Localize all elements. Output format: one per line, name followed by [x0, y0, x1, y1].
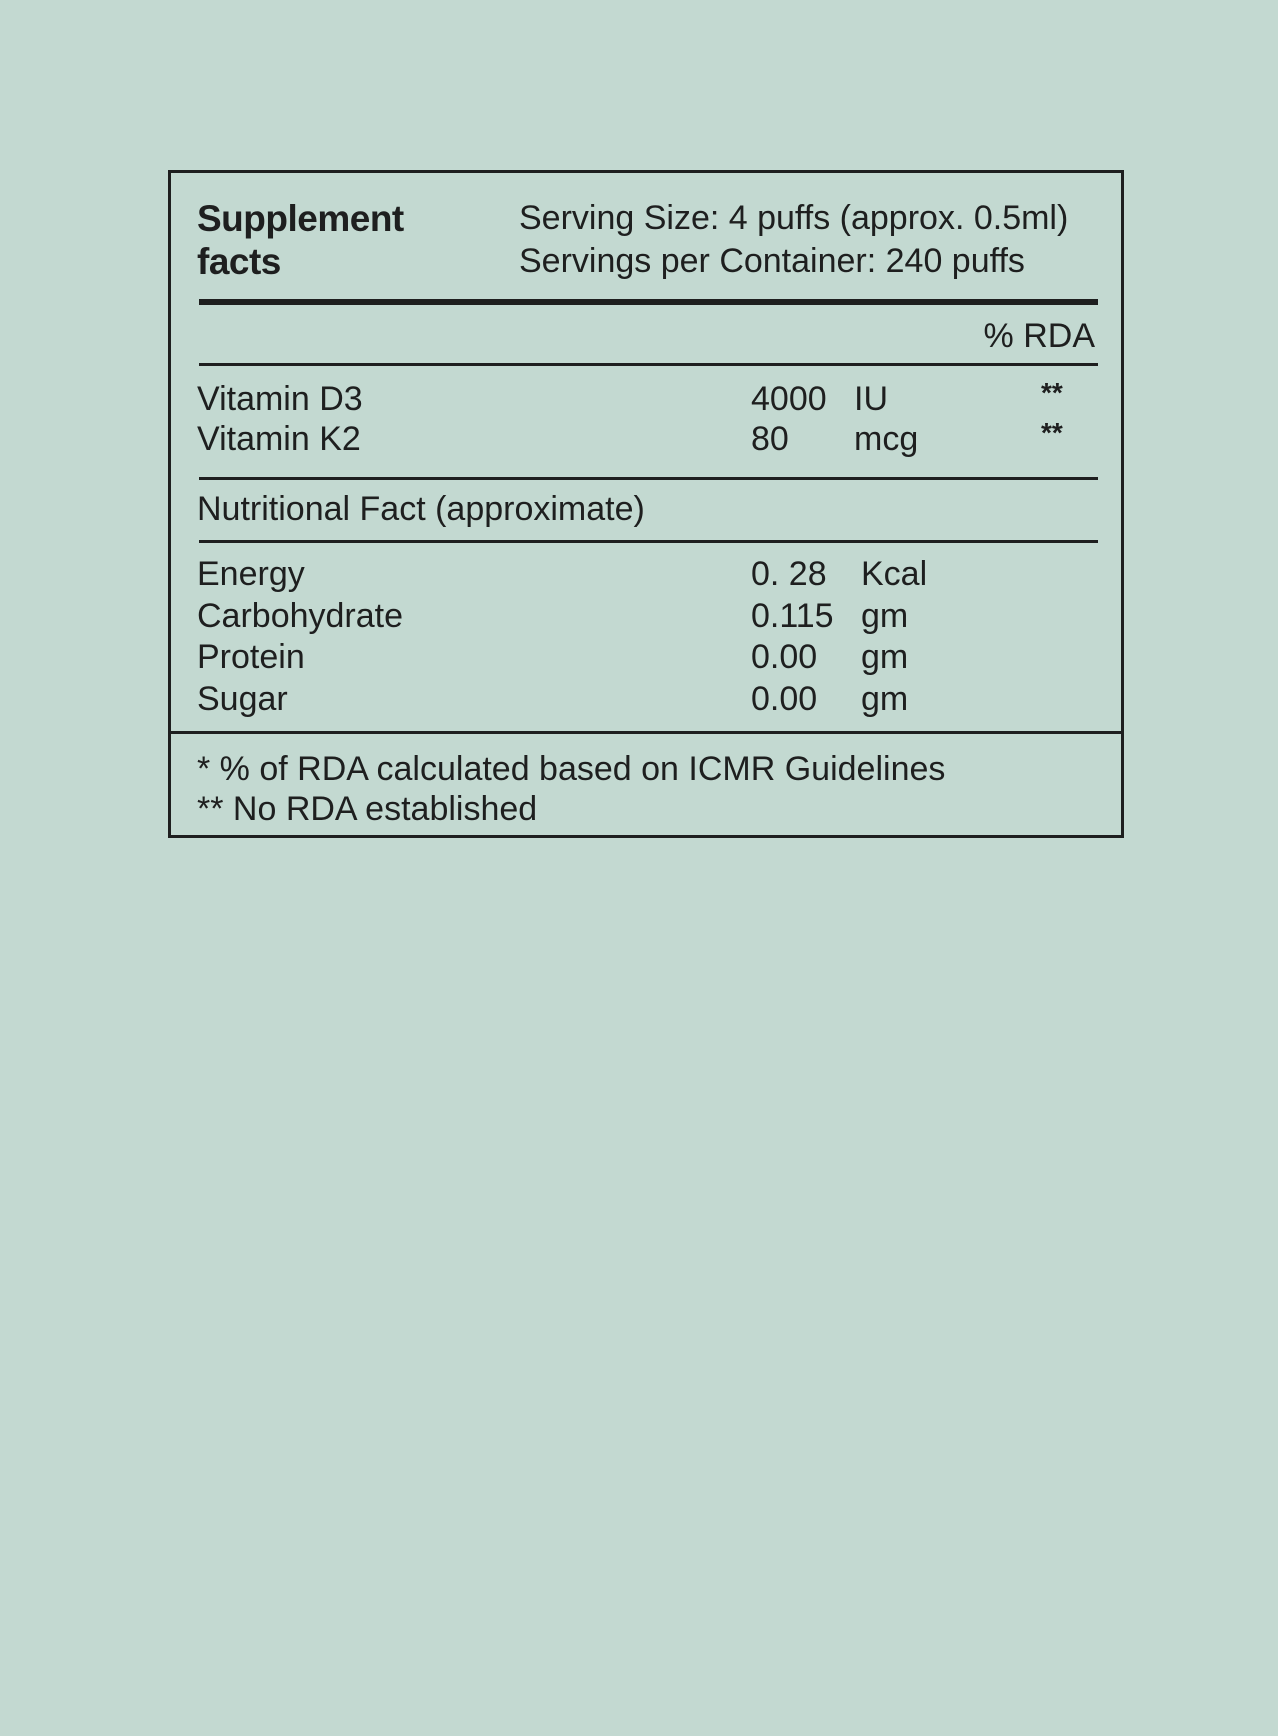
vitamin-amount: 4000: [751, 380, 827, 418]
nutrient-name: Sugar: [197, 680, 288, 718]
nutrient-amount: 0.00: [751, 680, 818, 718]
header-divider: [199, 299, 1098, 305]
vitamin-name: Vitamin K2: [197, 420, 361, 458]
panel-title-line1: Supplement: [197, 198, 404, 239]
nutrient-amount: 0. 28: [751, 555, 827, 593]
vitamin-unit: mcg: [854, 420, 919, 458]
vitamin-rda: **: [1041, 377, 1063, 408]
vitamin-name: Vitamin D3: [197, 380, 363, 418]
vitamin-amount: 80: [751, 420, 789, 458]
vitamin-rda: **: [1041, 417, 1063, 448]
footnote-no-rda: ** No RDA established: [197, 790, 538, 828]
nutrient-amount: 0.00: [751, 638, 818, 676]
nutrition-divider: [199, 540, 1098, 543]
nutrient-name: Protein: [197, 638, 305, 676]
serving-info: [519, 197, 1068, 283]
supplement-facts-panel: [168, 170, 1124, 838]
serving-size: Serving Size: 4 puffs (approx. 0.5ml): [519, 199, 1069, 237]
nutrient-unit: Kcal: [861, 555, 928, 593]
rda-divider: [199, 363, 1098, 366]
nutrient-name: Carbohydrate: [197, 597, 404, 635]
footnote-divider: [171, 731, 1121, 734]
nutrient-amount: 0.115: [751, 597, 834, 635]
rda-column-header: % RDA: [983, 317, 1095, 355]
footnote-rda-basis: * % of RDA calculated based on ICMR Guidelines: [197, 750, 946, 788]
nutrient-unit: gm: [861, 680, 909, 718]
nutrient-name: Energy: [197, 555, 305, 593]
vitamin-unit: IU: [854, 380, 888, 418]
nutrient-unit: gm: [861, 597, 909, 635]
nutrition-heading: Nutritional Fact (approximate): [197, 490, 645, 528]
nutrient-unit: gm: [861, 638, 909, 676]
panel-title: [197, 197, 404, 283]
vitamin-divider: [199, 477, 1098, 480]
panel-title-line2: facts: [197, 241, 281, 282]
servings-per-container: Servings per Container: 240 puffs: [519, 242, 1025, 280]
